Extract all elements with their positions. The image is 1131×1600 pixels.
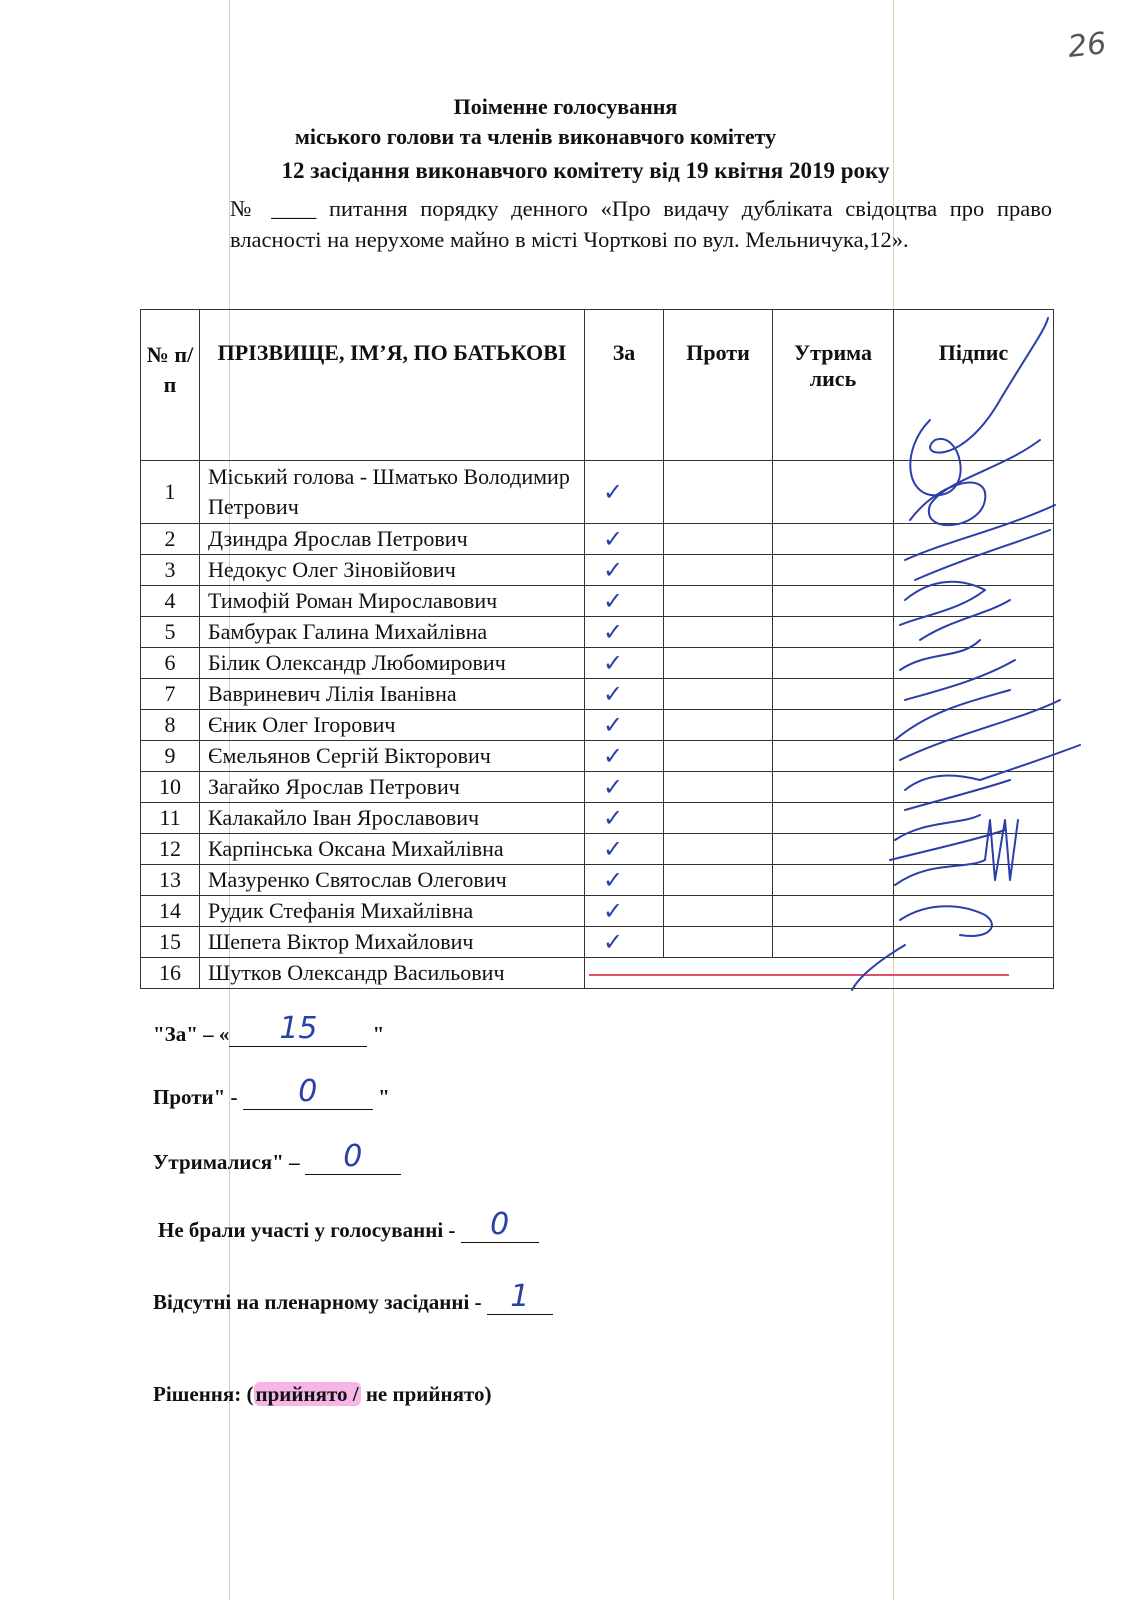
signature-cell xyxy=(894,524,1054,555)
row-name: Мазуренко Святослав Олегович xyxy=(200,865,585,896)
row-name: Недокус Олег Зіновійович xyxy=(200,555,585,586)
vote-against-cell xyxy=(664,679,773,710)
vote-against-cell xyxy=(664,648,773,679)
row-name: Дзиндра Ярослав Петрович xyxy=(200,524,585,555)
vote-for-check: ✓ xyxy=(585,710,664,741)
vote-for-check: ✓ xyxy=(585,927,664,958)
vote-for-check: ✓ xyxy=(585,617,664,648)
summary-against-suffix: " xyxy=(372,1085,390,1109)
decision-rest: не прийнято) xyxy=(360,1382,492,1406)
summary-absent-blank xyxy=(487,1279,553,1315)
row-name: Вавриневич Лілія Іванівна xyxy=(200,679,585,710)
agenda-title: «Про видачу дубліката свідоцтва про право власності на нерухоме майно в місті Чорткові по вул. Мельничука,12». xyxy=(230,196,1053,252)
page-number: 26 xyxy=(1066,26,1108,65)
row-name: Міський голова - Шматько Володимир Петрович xyxy=(200,461,585,524)
table-row xyxy=(141,803,1054,834)
summary-abstained-label: Утрималися" – xyxy=(153,1150,305,1174)
summary-not-participated-value: 0 xyxy=(490,1207,510,1242)
vote-against-cell xyxy=(664,865,773,896)
vote-for-check: ✓ xyxy=(585,865,664,896)
row-name: Рудик Стефанія Михайлівна xyxy=(200,896,585,927)
vote-against-cell xyxy=(664,524,773,555)
summary-absent-value: 1 xyxy=(510,1279,530,1314)
vote-for-check: ✓ xyxy=(585,803,664,834)
summary-abstained-value: 0 xyxy=(343,1139,363,1174)
vote-for-check: ✓ xyxy=(585,772,664,803)
row-number: 5 xyxy=(141,617,200,648)
header-signature: Підпис xyxy=(894,310,1054,461)
table-row xyxy=(141,772,1054,803)
row-name: Загайко Ярослав Петрович xyxy=(200,772,585,803)
signature-cell xyxy=(894,741,1054,772)
signature-cell xyxy=(894,772,1054,803)
table-row xyxy=(141,679,1054,710)
row-number: 12 xyxy=(141,834,200,865)
agenda-text xyxy=(230,193,1052,255)
row-number: 3 xyxy=(141,555,200,586)
vote-against-cell xyxy=(664,834,773,865)
table-row xyxy=(141,834,1054,865)
row-number: 11 xyxy=(141,803,200,834)
absent-strike-line xyxy=(589,974,1009,976)
signature-cell xyxy=(894,896,1054,927)
row-number: 13 xyxy=(141,865,200,896)
signature-cell xyxy=(894,586,1054,617)
summary-abstained-blank xyxy=(305,1139,401,1175)
signature-cell xyxy=(894,617,1054,648)
summary-for-label: "За" – « xyxy=(153,1022,230,1046)
summary-for-suffix: " xyxy=(367,1022,385,1046)
summary-against-line xyxy=(153,1074,390,1110)
row-name: Тимофій Роман Мирославович xyxy=(200,586,585,617)
row-number: 14 xyxy=(141,896,200,927)
row-name: Ємельянов Сергій Вікторович xyxy=(200,741,585,772)
vote-abstained-cell xyxy=(773,679,894,710)
voting-table xyxy=(140,309,1054,989)
vote-abstained-cell xyxy=(773,865,894,896)
summary-absent-label: Відсутні на пленарному засіданні - xyxy=(153,1290,487,1314)
vote-abstained-cell xyxy=(773,772,894,803)
vote-for-check: ✓ xyxy=(585,834,664,865)
vote-abstained-cell xyxy=(773,461,894,524)
row-number: 4 xyxy=(141,586,200,617)
vote-for-check: ✓ xyxy=(585,586,664,617)
vote-against-cell xyxy=(664,803,773,834)
table-row xyxy=(141,741,1054,772)
header-title: Поіменне голосування xyxy=(453,94,678,119)
vote-for-check: ✓ xyxy=(585,679,664,710)
table-header-row xyxy=(141,310,1054,461)
table-row xyxy=(141,555,1054,586)
summary-not-participated-line xyxy=(158,1207,539,1243)
vote-for-check: ✓ xyxy=(585,555,664,586)
decision-accepted-highlight: прийнято / xyxy=(255,1382,359,1406)
row-number: 9 xyxy=(141,741,200,772)
header-subtitle: міського голови та членів виконавчого комітету xyxy=(294,124,777,149)
table-row xyxy=(141,710,1054,741)
row-name: Бамбурак Галина Михайлівна xyxy=(200,617,585,648)
signature-cell xyxy=(894,834,1054,865)
absent-strike-cell xyxy=(585,958,1054,989)
vote-abstained-cell xyxy=(773,927,894,958)
vote-against-cell xyxy=(664,772,773,803)
vote-against-cell xyxy=(664,896,773,927)
summary-for-line xyxy=(153,1011,385,1047)
decision-line xyxy=(153,1382,491,1407)
row-number: 8 xyxy=(141,710,200,741)
signature-cell xyxy=(894,461,1054,524)
header-name: ПРІЗВИЩЕ, ІМ’Я, ПО БАТЬКОВІ xyxy=(200,310,585,461)
table-row xyxy=(141,927,1054,958)
vote-abstained-cell xyxy=(773,710,894,741)
vote-abstained-cell xyxy=(773,896,894,927)
row-number: 7 xyxy=(141,679,200,710)
table-row xyxy=(141,896,1054,927)
table-row xyxy=(141,524,1054,555)
vote-against-cell xyxy=(664,710,773,741)
vote-against-cell xyxy=(664,586,773,617)
signature-cell xyxy=(894,710,1054,741)
vote-for-check: ✓ xyxy=(585,461,664,524)
row-number: 6 xyxy=(141,648,200,679)
table-row xyxy=(141,586,1054,617)
signature-cell xyxy=(894,927,1054,958)
header-meeting: 12 засідання виконавчого комітету від 19 квітня 2019 року xyxy=(281,158,890,183)
vote-against-cell xyxy=(664,555,773,586)
summary-against-blank xyxy=(243,1074,373,1110)
row-number: 15 xyxy=(141,927,200,958)
vote-for-check: ✓ xyxy=(585,524,664,555)
vote-abstained-cell xyxy=(773,586,894,617)
row-number: 2 xyxy=(141,524,200,555)
vote-abstained-cell xyxy=(773,555,894,586)
header-for: За xyxy=(585,310,664,461)
vote-abstained-cell xyxy=(773,617,894,648)
table-row xyxy=(141,461,1054,524)
row-name: Шутков Олександр Васильович xyxy=(200,958,585,989)
row-number: 10 xyxy=(141,772,200,803)
summary-against-label: Проти" - xyxy=(153,1085,243,1109)
signature-cell xyxy=(894,803,1054,834)
signature-cell xyxy=(894,865,1054,896)
summary-against-value: 0 xyxy=(298,1074,318,1109)
vote-abstained-cell xyxy=(773,648,894,679)
table-row xyxy=(141,617,1054,648)
decision-label: Рішення: ( xyxy=(153,1382,254,1406)
vote-abstained-cell xyxy=(773,741,894,772)
table-row xyxy=(141,865,1054,896)
header-number: № п/ п xyxy=(141,310,200,461)
vote-against-cell xyxy=(664,927,773,958)
signature-cell xyxy=(894,648,1054,679)
signature-cell xyxy=(894,679,1054,710)
row-name: Калакайло Іван Ярославович xyxy=(200,803,585,834)
summary-abstained-line xyxy=(153,1139,401,1175)
vote-abstained-cell xyxy=(773,834,894,865)
header-against: Проти xyxy=(664,310,773,461)
table-row xyxy=(141,958,1054,989)
vote-for-check: ✓ xyxy=(585,741,664,772)
summary-not-participated-blank xyxy=(461,1207,539,1243)
row-name: Єник Олег Ігорович xyxy=(200,710,585,741)
summary-absent-line xyxy=(153,1279,553,1315)
vote-against-cell xyxy=(664,461,773,524)
summary-not-participated-label: Не брали участі у голосуванні - xyxy=(158,1218,461,1242)
vote-for-check: ✓ xyxy=(585,896,664,927)
vote-against-cell xyxy=(664,741,773,772)
agenda-prefix: № ____ питання порядку денного xyxy=(230,196,588,221)
vote-abstained-cell xyxy=(773,524,894,555)
row-name: Білик Олександр Любомирович xyxy=(200,648,585,679)
summary-for-blank xyxy=(229,1011,367,1047)
row-number: 1 xyxy=(141,461,200,524)
row-name: Шепета Віктор Михайлович xyxy=(200,927,585,958)
signature-cell xyxy=(894,555,1054,586)
row-number: 16 xyxy=(141,958,200,989)
table-row xyxy=(141,648,1054,679)
row-name: Карпінська Оксана Михайлівна xyxy=(200,834,585,865)
vote-for-check: ✓ xyxy=(585,648,664,679)
vote-abstained-cell xyxy=(773,803,894,834)
vote-against-cell xyxy=(664,617,773,648)
header-abstained: Утрима лись xyxy=(773,310,894,461)
summary-for-value: 15 xyxy=(279,1011,318,1046)
